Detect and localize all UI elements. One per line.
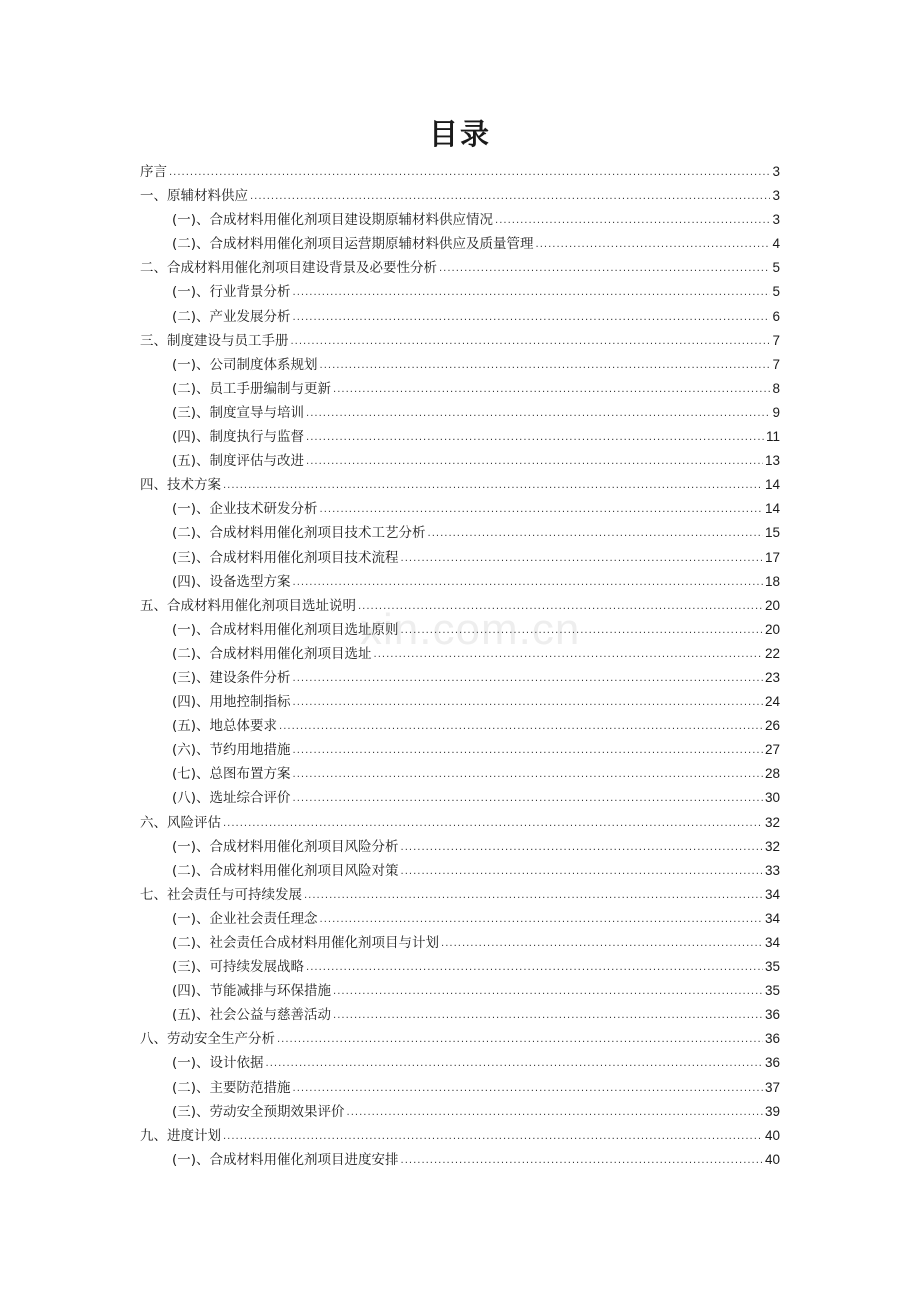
toc-subentry[interactable] [140, 1003, 780, 1027]
toc-page-number: 36 [764, 1031, 780, 1047]
toc-entry-label: 六、风险评估 [140, 814, 221, 831]
toc-page-number: 17 [764, 549, 780, 565]
toc-entry[interactable] [140, 883, 780, 907]
toc-entry-label: (二)、主要防范措施 [172, 1079, 291, 1096]
toc-page-number: 26 [764, 718, 780, 734]
toc-subentry[interactable] [140, 1100, 780, 1124]
toc-page-number: 24 [764, 694, 780, 710]
toc-dot-leader [401, 1149, 763, 1173]
toc-page-number: 34 [764, 886, 780, 902]
toc-page-number: 20 [764, 621, 780, 637]
toc-entry-label: (一)、公司制度体系规划 [172, 356, 318, 373]
toc-dot-leader [320, 354, 771, 378]
toc-page-number: 23 [764, 669, 780, 685]
toc-page-number: 6 [772, 308, 780, 324]
toc-dot-leader [306, 402, 770, 426]
toc-entry-label: (六)、节约用地措施 [172, 742, 291, 759]
toc-dot-leader [306, 426, 764, 450]
toc-subentry[interactable] [140, 931, 780, 955]
toc-entry-label: (三)、可持续发展战略 [172, 959, 305, 976]
toc-subentry[interactable] [140, 1051, 780, 1075]
toc-entry[interactable] [140, 1124, 780, 1148]
toc-page-number: 7 [772, 356, 780, 372]
toc-page-number: 32 [764, 814, 780, 830]
toc-subentry[interactable] [140, 353, 780, 377]
toc-page-number: 5 [772, 260, 780, 276]
toc-page-number: 34 [764, 935, 780, 950]
toc-entry[interactable] [140, 594, 780, 618]
toc-entry-label: (一)、合成材料用催化剂项目风险分析 [172, 838, 399, 855]
toc-entry-label: (四)、节能减排与环保措施 [172, 983, 332, 1000]
toc-page-number: 20 [764, 597, 780, 613]
toc-entry-label: (四)、制度执行与监督 [172, 429, 305, 446]
toc-dot-leader [293, 1077, 763, 1101]
toc-entry-label: (五)、社会公益与慈善活动 [172, 1007, 332, 1024]
toc-subentry[interactable] [140, 377, 780, 401]
toc-dot-leader [250, 185, 770, 209]
toc-page-number: 14 [764, 501, 780, 517]
toc-subentry[interactable] [140, 570, 780, 594]
toc-dot-leader [320, 908, 763, 932]
toc-entry-label: (一)、合成材料用催化剂项目建设期原辅材料供应情况 [172, 212, 494, 229]
toc-entry-label: (五)、地总体要求 [172, 718, 278, 735]
toc-entry-label: (二)、产业发展分析 [172, 308, 291, 325]
toc-subentry[interactable] [140, 618, 780, 642]
toc-dot-leader [293, 571, 763, 595]
toc-entry-label: 五、合成材料用催化剂项目选址说明 [140, 597, 356, 614]
toc-dot-leader [401, 860, 763, 884]
toc-subentry[interactable] [140, 546, 780, 570]
watermark: xin.com.cn [360, 605, 581, 654]
toc-page-number: 7 [772, 332, 780, 348]
toc-subentry[interactable] [140, 907, 780, 931]
toc-subentry[interactable] [140, 666, 780, 690]
toc-page-number: 8 [772, 380, 780, 396]
toc-dot-leader [401, 547, 763, 571]
toc-dot-leader [428, 522, 763, 546]
toc-entry-label: 序言 [140, 164, 167, 180]
toc-dot-leader [223, 1125, 763, 1149]
toc-subentry[interactable] [140, 208, 780, 232]
toc-entry[interactable] [140, 160, 780, 184]
toc-subentry[interactable] [140, 497, 780, 521]
toc-dot-leader [347, 1101, 763, 1125]
toc-dot-leader [333, 1004, 763, 1028]
toc-dot-leader [293, 667, 763, 691]
toc-dot-leader [495, 209, 770, 233]
toc-entry-label: (二)、合成材料用催化剂项目运营期原辅材料供应及质量管理 [172, 236, 534, 253]
toc-subentry[interactable] [140, 1076, 780, 1100]
toc-dot-leader [169, 161, 770, 185]
toc-entry-label: (一)、设计依据 [172, 1055, 264, 1072]
toc-entry[interactable] [140, 184, 780, 208]
toc-subentry[interactable] [140, 1148, 780, 1172]
toc-dot-leader [333, 980, 763, 1004]
toc-dot-leader [439, 257, 770, 281]
toc-entry-label: (一)、合成材料用催化剂项目进度安排 [172, 1151, 399, 1168]
table-of-contents [140, 160, 780, 1172]
toc-page-number: 5 [772, 284, 780, 300]
toc-dot-leader [401, 619, 763, 643]
toc-subentry[interactable] [140, 280, 780, 304]
toc-entry-label: 四、技术方案 [140, 477, 221, 494]
toc-page-number: 30 [764, 790, 780, 806]
toc-entry-label: (一)、企业技术研发分析 [172, 501, 318, 518]
toc-page-number: 33 [764, 862, 780, 878]
toc-page-number: 36 [764, 1007, 780, 1023]
toc-entry-label: (八)、选址综合评价 [172, 790, 291, 807]
toc-page-number: 3 [772, 188, 780, 204]
toc-entry-label: (三)、合成材料用催化剂项目技术流程 [172, 549, 399, 566]
toc-entry-label: (三)、制度宣导与培训 [172, 404, 305, 421]
toc-dot-leader [266, 1052, 763, 1076]
toc-dot-leader [293, 739, 763, 763]
toc-page-number: 40 [764, 1127, 780, 1143]
toc-page-number: 3 [772, 212, 780, 228]
toc-entry-label: (二)、社会责任合成材料用催化剂项目与计划 [172, 935, 440, 951]
toc-page-number: 4 [772, 236, 780, 252]
toc-dot-leader [293, 787, 763, 811]
toc-subentry[interactable] [140, 859, 780, 883]
toc-subentry[interactable] [140, 690, 780, 714]
toc-page-number: 35 [764, 983, 780, 999]
toc-subentry[interactable] [140, 232, 780, 256]
toc-subentry[interactable] [140, 714, 780, 738]
toc-page-number: 28 [764, 766, 780, 782]
toc-dot-leader [223, 474, 763, 498]
toc-dot-leader [358, 595, 763, 619]
toc-dot-leader [374, 643, 763, 667]
toc-page-number: 36 [764, 1055, 780, 1071]
toc-entry-label: 一、原辅材料供应 [140, 188, 248, 205]
toc-page-number: 3 [772, 164, 780, 179]
toc-entry[interactable] [140, 256, 780, 280]
toc-page-number: 14 [764, 477, 780, 493]
toc-entry[interactable] [140, 473, 780, 497]
toc-subentry[interactable] [140, 835, 780, 859]
toc-dot-leader [333, 378, 770, 402]
toc-page-number: 15 [764, 525, 780, 541]
toc-entry[interactable] [140, 1027, 780, 1051]
toc-dot-leader [291, 330, 771, 354]
toc-subentry[interactable] [140, 738, 780, 762]
toc-dot-leader [306, 450, 763, 474]
toc-entry-label: (二)、合成材料用催化剂项目风险对策 [172, 862, 399, 879]
toc-dot-leader [277, 1028, 763, 1052]
toc-page-number: 27 [764, 742, 780, 758]
toc-dot-leader [304, 884, 763, 908]
toc-entry-label: (二)、合成材料用催化剂项目技术工艺分析 [172, 525, 426, 542]
toc-entry-label: (一)、行业背景分析 [172, 284, 291, 301]
toc-dot-leader [293, 691, 763, 715]
toc-subentry[interactable] [140, 979, 780, 1003]
toc-page-number: 34 [764, 910, 780, 926]
toc-entry-label: (三)、劳动安全预期效果评价 [172, 1103, 345, 1120]
toc-subentry[interactable] [140, 449, 780, 473]
toc-page-number: 22 [764, 645, 780, 661]
toc-dot-leader [293, 281, 771, 305]
toc-entry[interactable] [140, 329, 780, 353]
toc-dot-leader [293, 763, 763, 787]
toc-dot-leader [320, 498, 763, 522]
toc-page-number: 37 [764, 1079, 780, 1095]
toc-entry-label: (四)、设备选型方案 [172, 573, 291, 590]
toc-entry-label: (二)、合成材料用催化剂项目选址 [172, 645, 372, 662]
toc-entry-label: (五)、制度评估与改进 [172, 453, 305, 470]
toc-page-number: 40 [764, 1151, 780, 1167]
toc-dot-leader [279, 715, 763, 739]
toc-entry-label: (三)、建设条件分析 [172, 669, 291, 686]
toc-dot-leader [401, 836, 763, 860]
toc-subentry[interactable] [140, 955, 780, 979]
toc-entry-label: (一)、合成材料用催化剂项目选址原则 [172, 621, 399, 638]
toc-entry-label: 八、劳动安全生产分析 [140, 1031, 275, 1048]
toc-entry[interactable] [140, 811, 780, 835]
toc-page-number: 11 [765, 429, 780, 445]
toc-page-number: 18 [764, 573, 780, 589]
toc-dot-leader [293, 306, 771, 330]
toc-subentry[interactable] [140, 401, 780, 425]
toc-subentry[interactable] [140, 762, 780, 786]
toc-page-number: 32 [764, 838, 780, 854]
toc-entry-label: (四)、用地控制指标 [172, 694, 291, 711]
toc-subentry[interactable] [140, 786, 780, 810]
toc-dot-leader [441, 932, 763, 956]
toc-subentry[interactable] [140, 642, 780, 666]
toc-title: 目录 [428, 117, 491, 151]
toc-dot-leader [536, 233, 771, 257]
toc-entry-label: (二)、员工手册编制与更新 [172, 380, 332, 397]
toc-entry-label: (一)、企业社会责任理念 [172, 910, 318, 927]
toc-subentry[interactable] [140, 425, 780, 449]
toc-dot-leader [223, 812, 763, 836]
toc-page-number: 35 [764, 959, 780, 975]
toc-page-number: 9 [772, 404, 780, 420]
toc-entry-label: 三、制度建设与员工手册 [140, 332, 289, 349]
toc-entry-label: 七、社会责任与可持续发展 [140, 886, 302, 903]
toc-subentry[interactable] [140, 521, 780, 545]
toc-entry-label: 二、合成材料用催化剂项目建设背景及必要性分析 [140, 260, 437, 277]
toc-entry-label: (七)、总图布置方案 [172, 766, 291, 783]
toc-page-number: 39 [764, 1103, 780, 1119]
toc-subentry[interactable] [140, 305, 780, 329]
toc-page-number: 13 [764, 453, 780, 469]
toc-dot-leader [306, 956, 763, 980]
toc-entry-label: 九、进度计划 [140, 1127, 221, 1144]
